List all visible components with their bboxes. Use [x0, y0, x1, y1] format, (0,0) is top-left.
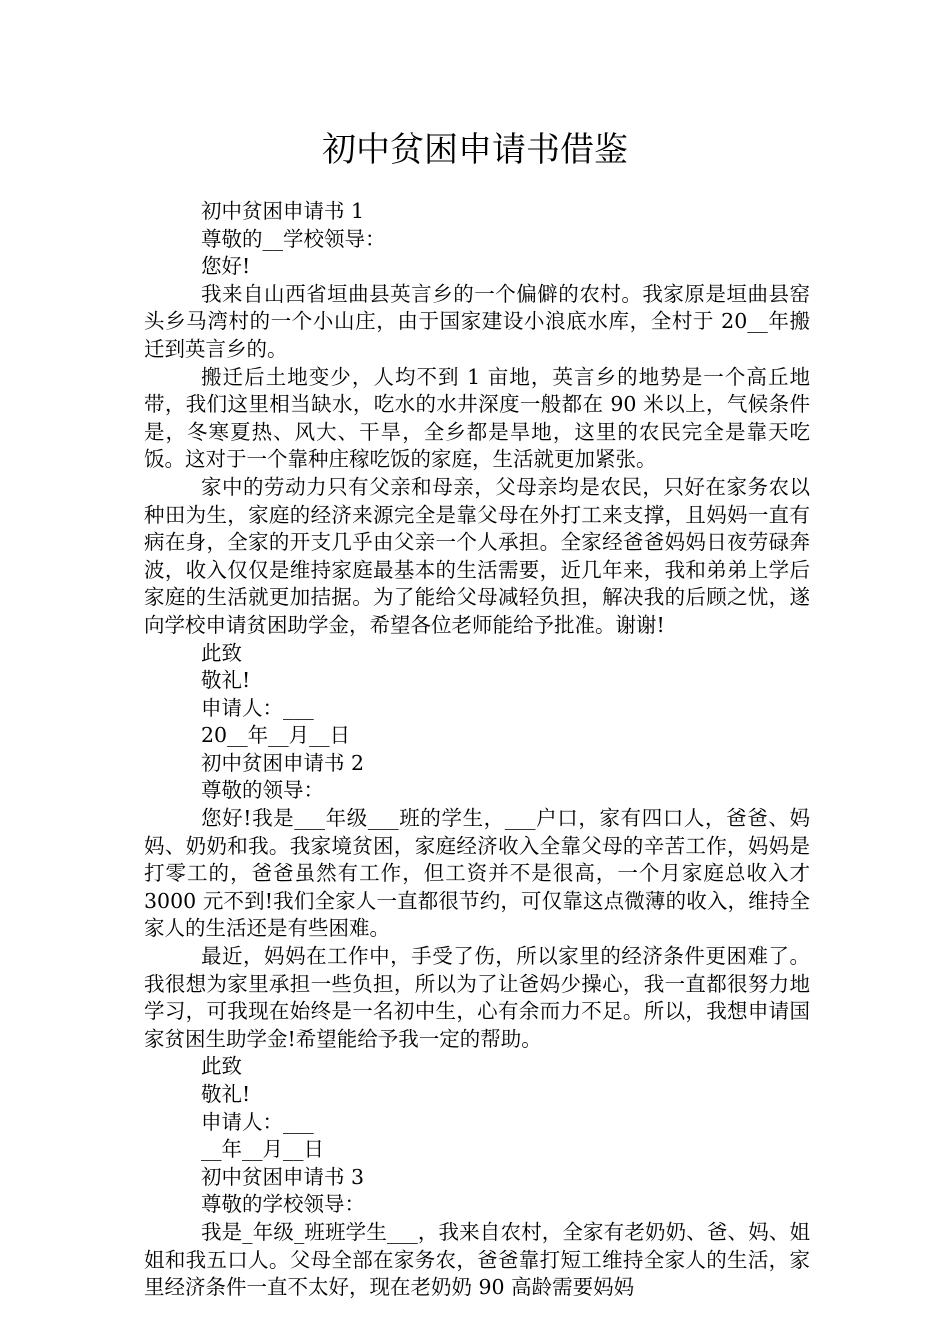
closing-line: 敬礼!: [201, 668, 251, 693]
body-paragraph: 您好!我是___年级___班的学生，___户口，家有四口人，爸爸、妈妈、奶奶和我。我家境贫困，家庭经济收入全靠父母的辛苦工作，妈妈是打零工的，爸爸虽然有工作，但工资并不是很高，一个月家庭总收入才 3000 元不到!我们全家人一直都很节约，可仅靠这点微薄的收入，维持全家人的生活还是有些困难。: [144, 806, 810, 941]
section-heading: 初中贫困申请书 3: [201, 1164, 365, 1189]
salutation: 尊敬的学校领导：: [201, 1192, 365, 1217]
date-line: __年__月__日: [201, 1137, 324, 1162]
greeting: 您好!: [201, 254, 251, 279]
closing-line: 敬礼!: [201, 1082, 251, 1106]
section-heading: 初中贫困申请书 1: [201, 199, 365, 223]
salutation: 尊敬的__学校领导：: [201, 226, 386, 251]
document-title: 初中贫困申请书借鉴: [322, 130, 628, 170]
document-body: [144, 198, 810, 1302]
applicant-line: 申请人：___: [201, 1109, 314, 1134]
applicant-line: 申请人：___: [201, 695, 314, 720]
body-paragraph: 家中的劳动力只有父亲和母亲，父母亲均是农民，只好在家务农以种田为生，家庭的经济来源完全是靠父母在外打工来支撑，且妈妈一直有病在身，全家的开支几乎由父亲一个人承担。全家经爸爸妈妈日夜劳碌奔波，收入仅仅是维持家庭最基本的生活需要，近几年来，我和弟弟上学后家庭的生活就更加拮据。为了能给父母减轻负担，解决我的后顾之忧，遂向学校申请贫困助学金，希望各位老师能给予批准。谢谢!: [144, 474, 810, 637]
body-paragraph: 我是_年级_班班学生___，我来自农村，全家有老奶奶、爸、妈、姐姐和我五口人。父母全部在家务农，爸爸靠打短工维持全家人的生活，家里经济条件一直不太好，现在老奶奶 90 高龄需要妈妈: [144, 1219, 810, 1300]
body-paragraph: 搬迁后土地变少，人均不到 1 亩地，英言乡的地势是一个高丘地带，我们这里相当缺水，吃水的水井深度一般都在 90 米以上，气候条件是，冬寒夏热、风大、干旱，全乡都是旱地，这里的农民完全是靠天吃饭。这对于一个靠种庄稼吃饭的家庭，生活就更加紧张。: [144, 364, 810, 472]
body-paragraph: 最近，妈妈在工作中，手受了伤，所以家里的经济条件更困难了。我很想为家里承担一些负担，所以为了让爸妈少操心，我一直都很努力地学习，可我现在始终是一名初中生，心有余而力不足。所以，我想申请国家贫困生助学金!希望能给予我一定的帮助。: [144, 944, 810, 1051]
body-paragraph: 我来自山西省垣曲县英言乡的一个偏僻的农村。我家原是垣曲县窑头乡马湾村的一个小山庄，由于国家建设小浪底水库，全村于 20__年搬迁到英言乡的。: [144, 281, 810, 361]
section-heading: 初中贫困申请书 2: [201, 750, 365, 775]
closing-line: 此致: [201, 1054, 242, 1079]
salutation: 尊敬的领导：: [201, 778, 324, 803]
date-line: 20__年__月__日: [201, 723, 351, 748]
closing-line: 此致: [201, 640, 242, 665]
